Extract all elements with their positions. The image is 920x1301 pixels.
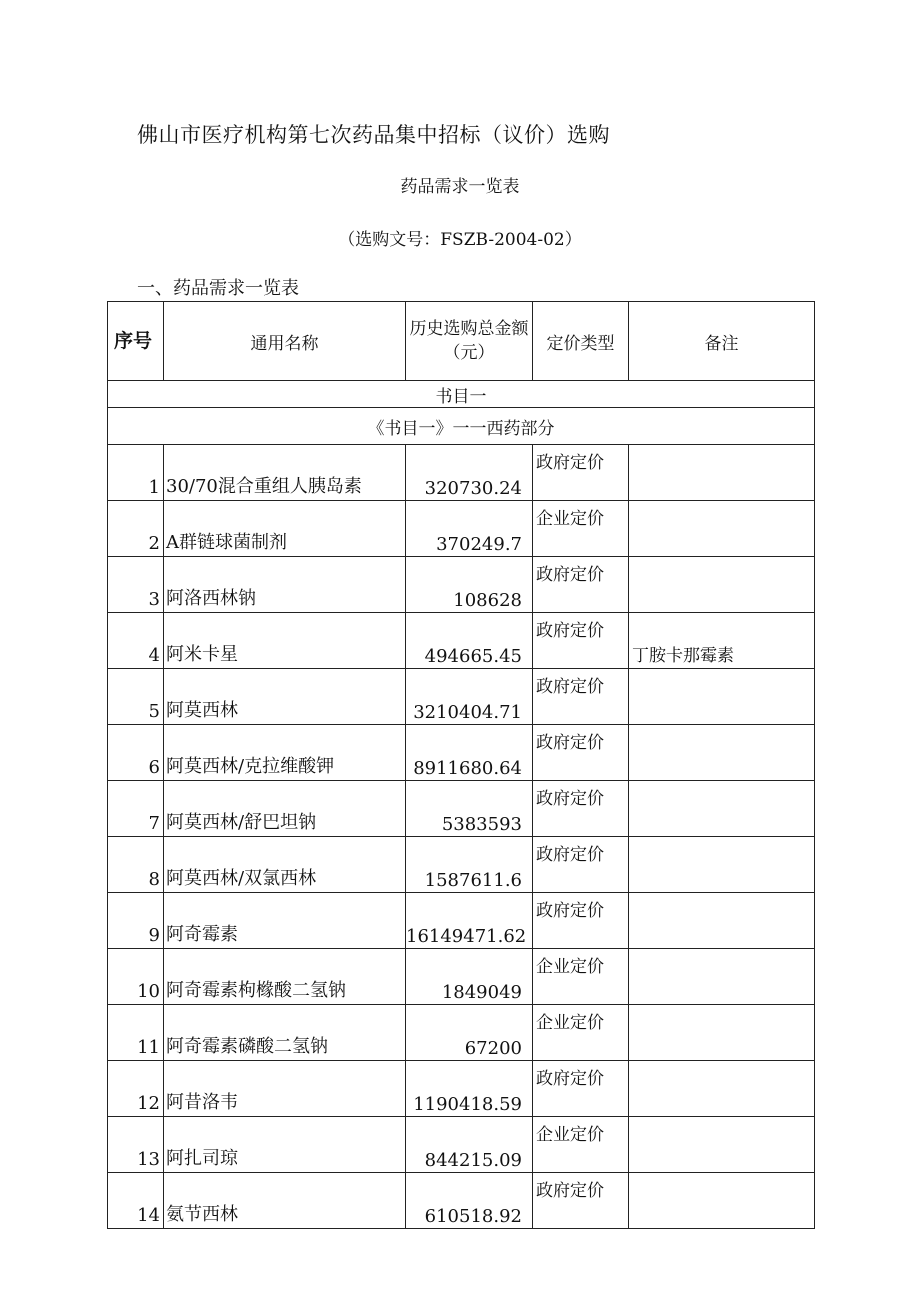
note: [629, 1117, 815, 1173]
historical-amount: 494665.45: [406, 613, 533, 669]
price-type: 政府定价: [533, 837, 629, 893]
header-price-type: 定价类型: [533, 302, 629, 381]
table-row: [108, 837, 815, 893]
drug-name: A群链球菌制剂: [164, 501, 406, 557]
table-row: [108, 1173, 815, 1229]
price-type: 企业定价: [533, 949, 629, 1005]
row-number: 5: [108, 669, 164, 725]
subgroup-row: [108, 408, 815, 445]
price-type: 政府定价: [533, 557, 629, 613]
table-row: [108, 1117, 815, 1173]
historical-amount: 1190418.59: [406, 1061, 533, 1117]
historical-amount: 8911680.64: [406, 725, 533, 781]
row-number: 3: [108, 557, 164, 613]
document-number: （选购文号：FSZB-2004-02）: [338, 230, 582, 250]
row-number: 9: [108, 893, 164, 949]
historical-amount: 16149471.62: [406, 893, 533, 949]
drug-name: 阿米卡星: [164, 613, 406, 669]
row-number: 7: [108, 781, 164, 837]
table-row: [108, 501, 815, 557]
drug-name: 阿莫西林/双氯西林: [164, 837, 406, 893]
row-number: 13: [108, 1117, 164, 1173]
historical-amount: 1849049: [406, 949, 533, 1005]
group-row: [108, 381, 815, 408]
note: [629, 725, 815, 781]
historical-amount: 1587611.6: [406, 837, 533, 893]
price-type: 企业定价: [533, 501, 629, 557]
note: [629, 837, 815, 893]
drug-name: 阿扎司琼: [164, 1117, 406, 1173]
historical-amount: 67200: [406, 1005, 533, 1061]
drug-name: 氨节西林: [164, 1173, 406, 1229]
historical-amount: 610518.92: [406, 1173, 533, 1229]
section-heading: 一、药品需求一览表: [137, 278, 299, 299]
subgroup-label: 《书目一》一一西药部分: [108, 408, 815, 445]
historical-amount: 844215.09: [406, 1117, 533, 1173]
note: [629, 1005, 815, 1061]
note: [629, 445, 815, 501]
drug-name: 阿洛西林钠: [164, 557, 406, 613]
document-title: 佛山市医疗机构第七次药品集中招标（议价）选购: [137, 123, 610, 147]
drug-name: 阿奇霉素: [164, 893, 406, 949]
row-number: 1: [108, 445, 164, 501]
table-row: [108, 557, 815, 613]
drug-name: 阿昔洛韦: [164, 1061, 406, 1117]
group-label: 书目一: [108, 381, 815, 408]
note: [629, 1061, 815, 1117]
drug-name: 阿莫西林/舒巴坦钠: [164, 781, 406, 837]
drug-name: 阿奇霉素磷酸二氢钠: [164, 1005, 406, 1061]
price-type: 政府定价: [533, 613, 629, 669]
table-row: [108, 1061, 815, 1117]
drug-demand-table: [107, 301, 815, 1229]
table-row: [108, 949, 815, 1005]
price-type: 政府定价: [533, 669, 629, 725]
price-type: 政府定价: [533, 893, 629, 949]
historical-amount: 320730.24: [406, 445, 533, 501]
header-amount: 历史选购总金额（元）: [406, 302, 533, 381]
price-type: 政府定价: [533, 1061, 629, 1117]
table-row: [108, 445, 815, 501]
drug-name: 阿莫西林/克拉维酸钾: [164, 725, 406, 781]
table-row: [108, 893, 815, 949]
historical-amount: 3210404.71: [406, 669, 533, 725]
row-number: 6: [108, 725, 164, 781]
note: [629, 949, 815, 1005]
historical-amount: 108628: [406, 557, 533, 613]
table-row: [108, 669, 815, 725]
table-row: [108, 1005, 815, 1061]
header-seq: 序号: [108, 302, 164, 381]
row-number: 12: [108, 1061, 164, 1117]
row-number: 4: [108, 613, 164, 669]
note: [629, 669, 815, 725]
price-type: 企业定价: [533, 1005, 629, 1061]
document-subtitle: 药品需求一览表: [400, 177, 520, 197]
row-number: 11: [108, 1005, 164, 1061]
drug-name: 阿莫西林: [164, 669, 406, 725]
note: [629, 501, 815, 557]
note: 丁胺卡那霉素: [629, 613, 815, 669]
historical-amount: 370249.7: [406, 501, 533, 557]
row-number: 2: [108, 501, 164, 557]
price-type: 政府定价: [533, 725, 629, 781]
table-row: [108, 781, 815, 837]
table-header-row: [108, 302, 815, 381]
table-row: [108, 725, 815, 781]
note: [629, 781, 815, 837]
note: [629, 1173, 815, 1229]
price-type: 政府定价: [533, 781, 629, 837]
note: [629, 893, 815, 949]
price-type: 政府定价: [533, 445, 629, 501]
drug-name: 30/70混合重组人胰岛素: [164, 445, 406, 501]
note: [629, 557, 815, 613]
header-name: 通用名称: [164, 302, 406, 381]
row-number: 8: [108, 837, 164, 893]
price-type: 政府定价: [533, 1173, 629, 1229]
price-type: 企业定价: [533, 1117, 629, 1173]
row-number: 10: [108, 949, 164, 1005]
row-number: 14: [108, 1173, 164, 1229]
drug-name: 阿奇霉素枸橼酸二氢钠: [164, 949, 406, 1005]
historical-amount: 5383593: [406, 781, 533, 837]
table-row: [108, 613, 815, 669]
header-note: 备注: [629, 302, 815, 381]
